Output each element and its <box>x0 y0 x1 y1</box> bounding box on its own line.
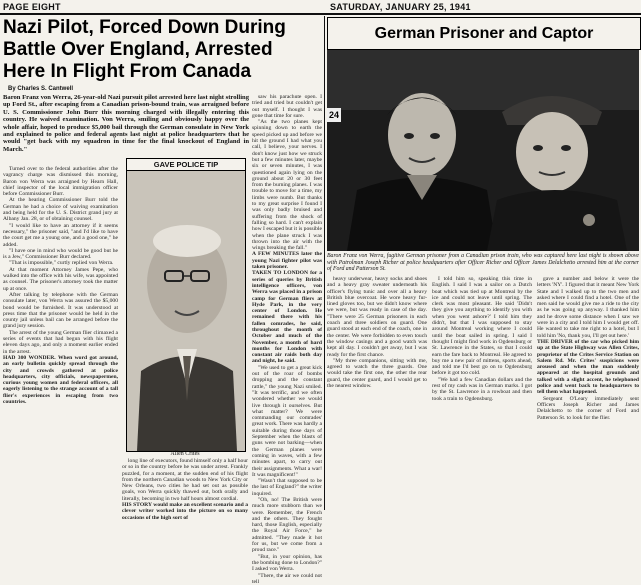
headline-line: Battle Over England, Arrested <box>3 39 273 60</box>
headline-line: Nazi Pilot, Forced Down During <box>3 17 286 38</box>
photo-box-caption: Allen Crites <box>170 451 200 457</box>
story-column-5: I told him so, speaking this time in English. I said I was a sailor on a Dutch boat which was tied up at Montreal by the ice and could not leave until spring. The clerk was most pleasant. He said 'Didn't they give you anything to identify you with when you went ashore?' I told him they didn't, but that I was supposed to stay around Montreal working where I could until the boat sailed in spring. I said I thought I might find work in Ogdensburg or St. Lawrence in the States, so that I could earn the fare back to Montreal. He agreed to buy me a new pair of mittens, sports ahead, and told me I'd best go on to Ogdensburg before it got too cold. "We had a few Canadian dollars and the rest of my cash was in German marks. I got by the St. Lawrence in a rowboat and then took a train to Ogdensburg. <box>432 276 532 402</box>
prisoner-and-captor-photo <box>327 50 639 251</box>
column-divider <box>324 16 325 510</box>
story-column-4: heavy underwear, heavy socks and shoes and a heavy gray sweater underneath his officer's flying tunic and over all a heavy British blue overcoat. He wore heavy fur-lined gloves too, but we didn't know where we were, but was ready in case of the day. "There were 25 German prisoners in each coach and three soldiers on guard. One guard stood at each end of the coach, one in the center. We were forbidden to even touch the window casings and a good watch was kept all day. I couldn't get away, but I was ready for the first chance. "My three companions, sitting with me, agreed to watch the three guards. One would take the first one, the other the rear guard, the center guard, and I would get to the nearest window. <box>327 276 427 390</box>
photo-number-label: 24 <box>328 110 339 120</box>
portrait-illustration <box>127 171 245 451</box>
headline-line: Here In Flight From Canada <box>3 61 252 82</box>
story-column-1: Turned over to the federal authorities after the vagrancy charge was dismissed this morning, Baron von Werra was arraigned by Hearn Hall, chief inspector of the local immigration officer before Commissioner Burr. At the hearing Commissioner Burr told the German he had a choice of waiving examination and being held for the U. S. District grand jury at Albany Jan. 28, or of obtaining counsel. "I would like to have an attorney if it seems necessary," the prisoner said, "and I'd like to have the court get me a young one, and a good one," he added. "I have one in mind who would be good but he is a Jew," Commissioner Burr declared. "That is impossible," curtly replied von Werra. At that moment Attorney James Pepe, who walked into the office with his wife, was appointed as counsel. The prisoner's attorney took the matter up at once. After talking by telephone with the German consulate later, von Werra was assured the $5,000 bond would be furnished. It was understood at press time that the prisoner would be held in the county jail unless bail can be arranged before the grand jury session. The arrest of the young German flier climaxed a series of events that had begun with his flight eleven days ago, and only a moment earlier ended in the arrest. HAD 300 WONDER. When word got around, an early bulletin quickly spread through the city and crowds gathered at police headquarters, city officials, newspapermen, curious young women and federal officers, all eagerly listening to the strange account of a tall flier's experiences in escaping from two countries. <box>3 166 118 405</box>
story-column-6: gave a number and below it were the letters 'NY'. I figured that it meant New York State and I walked up to the two men and asked where I could find a hotel. One of the men said he would give me a ride to the city as he was going up anyway. I thanked him and he drove some distance when I saw we were in a city and I told him I would get off. He wanted to take me right to a hotel, but I told him 'No, thank you, I'll get out here.' THE DRIVER of the car who picked him up at the State Highway was Allen Crites, proprietor of the Crites Service Station on Salem Rd. Mr. Crites' suspicions were aroused and when the man suddenly appeared at the hospital grounds and talked with a slight accent, he telephoned police and went back to headquarters to tell them what happened. Sergeant O'Leary immediately sent Officers Joseph Richer and James Delalchetto to the corner of Ford and Patterson St. to look for the flier. <box>537 276 639 421</box>
photo-caption: Baron Franz von Werra, fugitive German prisoner from a Canadian prison train, who was captured here last night is shown above with Patrolman Joseph Richer at police headquarters after Officer Richer and Officer James Delalchetto arrested him at the corner of Ford and Patterson St. <box>327 253 639 272</box>
allen-crites-photo <box>126 170 246 452</box>
photo-headline: German Prisoner and Captor <box>374 25 594 42</box>
story-column-2: long line of executors, found himself only a half hour or so in the country before he was under arrest. Frankly puzzled, for a moment, at the sudden end of his flight from the northern Canadian woods to New York City or New Orleans, two cities he had set out as possible goals, von Werra quickly thawed out, both orally and literally, becoming in two half hours almost cordial. HIS STORY would make an excellent scenario and a clever writer worked into the picture on so many occasions of the high sort of <box>122 458 248 521</box>
page-date: SATURDAY, JANUARY 25, 1941 <box>330 2 471 12</box>
photo-headline-box <box>327 17 641 50</box>
photo-illustration <box>327 50 639 251</box>
photo-box-label: GAVE POLICE TIP <box>126 158 246 171</box>
story-headline <box>3 17 321 83</box>
page-number: PAGE EIGHT <box>3 2 61 12</box>
lead-paragraph: Baron Franz von Werra, 26-year-old Nazi pursuit pilot arrested here last night strolling up Ford St., after escaping from a Canadian prison-bound train, was arraigned before U. S. Commissioner John Burr this morning charged with illegally entering this country. He waived examination. Von Werra, smiling and obviously happy over the whole affair, hoped to produce $5,000 bail through the German consulate in New York and explained to police and federal agents last night at police headquarters that he would "get back with my squadron in time for the final knockout of England in March." <box>3 94 249 153</box>
byline: By Charles S. Cantwell <box>8 86 74 92</box>
story-column-3: saw his parachute open. I tried and tried but couldn't get out myself. I thought I was gone that time for sure. "As the two planes kept spinning down to earth the speed picked up and before we hit the ground I had what you call, I believe, your nerves. I don't know just how we struck but a few minutes later, maybe six or seven minutes, I was questioned again lying on the ground about 20 or 30 feet from the burning planes. I was trouble to move for a time, my limbs were numb. But thanks to my great surprise I found I was only badly bruised and suffering from the shock of falling so hard. I can't explain how I escaped but it is possible when the plane struck I was thrown into the air with the wings breaking the fall." A FEW MINUTES later the young Nazi fighter pilot was taken prisoner. TAKEN TO LONDON for a series of queries by British intelligence officers, von Werra was placed in a prison camp for German fliers at Hyde Park, in the very center of London. He remained there with his fallen comrades, he said, throughout the month of October and much of the November, a month of hard months for London with constant air raids both day and night, he said. "We used to get a great kick out of the roar of bombs dropping and the constant rattle," the young Nazi smiled. "It was terrific, and we often wondered whether we would live through it ourselves. But what matter? We were commanding our comrades' great work. There was hardly a suitable during those days of September when the blasts of guns were not barking—when the German planes were coming in waves, with a few minutes apart, to carry out their assignments. What a war! It was magnificent!" "Wasn't that supposed to be the last of England?" the writer inquired. "Oh, no! The British were much more stubborn than we were. Remember, the French and the others. They fought hard, those English, especially the Royal Air Force," he admitted. "They made it hot for us, but we come from a proud race." "But, in your opinion, has the bombing done to London?" I asked von Werra. "There, the air we could not tell <box>252 94 322 585</box>
masthead-rule <box>0 13 641 15</box>
